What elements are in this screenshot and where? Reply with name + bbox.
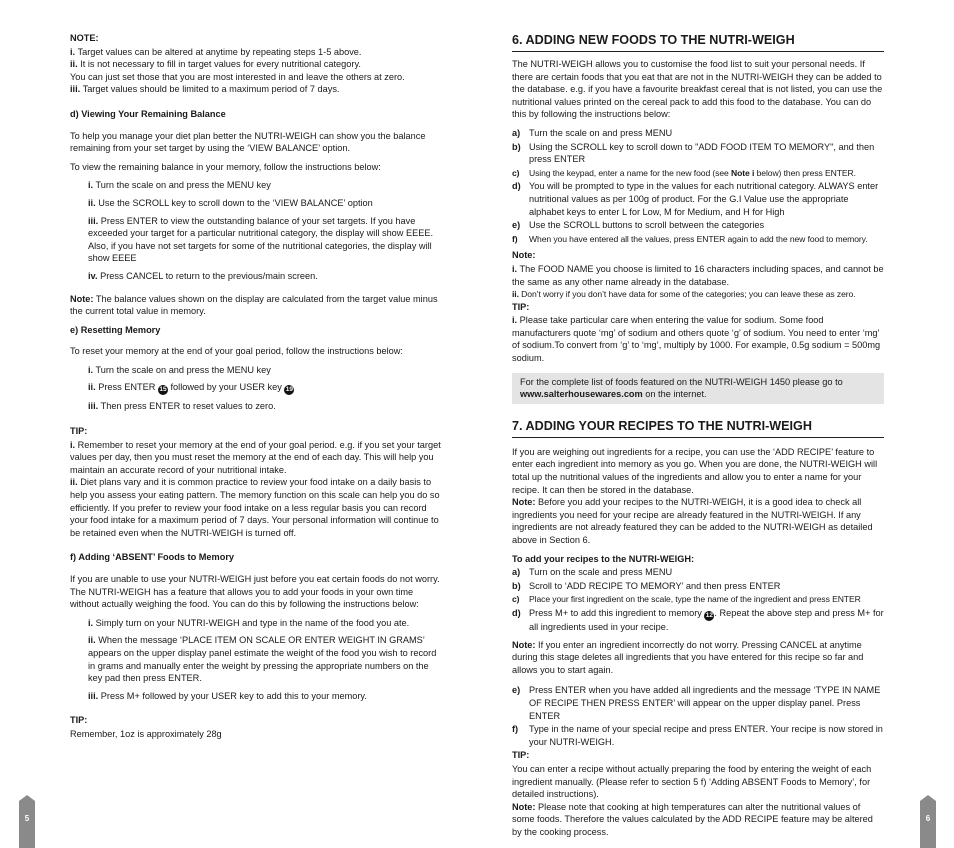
tip-heading: TIP: bbox=[512, 750, 530, 761]
note-paragraph: Note: Before you add your recipes to the NUTRI-WEIGH, it is a good idea to check all ingredients you need for your recipe are already featured in the NUTRI-WEIGH. If any ingredients are not already featured they can be added to the NUTRI-WEIGH as detailed above in Section 6. bbox=[512, 497, 873, 545]
note-heading: NOTE: bbox=[70, 33, 99, 43]
page-number-tab-right bbox=[920, 795, 936, 848]
note-paragraph: Note: If you enter an ingredient incorrectly do not worry. Pressing CANCEL at anytime during this stage deletes all ingredients that you have entered for this recipe so far and allows you to start again. bbox=[512, 639, 864, 675]
paragraph: To view the remaining balance in your memory, follow the instructions below: bbox=[70, 161, 381, 172]
key-15-icon: 15 bbox=[159, 386, 167, 394]
page-number-tab-left bbox=[19, 795, 35, 848]
list-item: b) Scroll to ‘ADD RECIPE TO MEMORY’ and then press ENTER bbox=[512, 580, 781, 591]
list-item: f) Type in the name of your special recipe and press ENTER. Your recipe is now stored in your NUTRI-WEIGH. bbox=[512, 724, 883, 747]
list-item: e) Use the SCROLL buttons to scroll between the categories bbox=[512, 220, 765, 231]
paragraph: To help you manage your diet plan better the NUTRI-WEIGH can show you the balance remaining from your set target by using the ‘VIEW BALANCE’ option. bbox=[70, 130, 426, 154]
step-item: ii. Use the SCROLL key to scroll down to the ‘VIEW BALANCE’ option bbox=[88, 197, 373, 208]
website-info-box bbox=[512, 373, 884, 404]
box-text-link-line: www.salterhousewares.com on the internet. bbox=[520, 389, 707, 400]
note-item: iii. Target values should be limited to a maximum period of 7 days. bbox=[70, 84, 340, 95]
tip-heading: TIP: bbox=[512, 301, 530, 312]
left-page bbox=[70, 32, 442, 741]
list-item: d) Press M+ to add this ingredient to memory 12. Repeat the above step and press M+ for all ingredients used in your recipe. bbox=[512, 607, 884, 632]
right-page bbox=[512, 32, 884, 838]
paragraph: If you are unable to use your NUTRI-WEIGH just before you eat certain foods do not worry. The NUTRI-WEIGH has a feature that allows you to add your foods in your own time without actually weighing the food. You can do this by following the instructions below: bbox=[70, 574, 440, 610]
note-paragraph: Note: Please note that cooking at high temperatures can alter the nutritional values of some foods. Therefore the values calculated by the ADD RECIPE feature may be altered by the cooking process. bbox=[512, 801, 873, 837]
note-item: ii. Don’t worry if you don’t have data for some of the categories; you can leave these as zero. bbox=[512, 289, 856, 300]
box-text: For the complete list of foods featured on the NUTRI-WEIGH 1450 please go to bbox=[520, 376, 843, 387]
step-item: i. Turn the scale on and press the MENU key bbox=[88, 180, 271, 191]
subheading: To add your recipes to the NUTRI-WEIGH: bbox=[512, 553, 695, 564]
paragraph: The NUTRI-WEIGH allows you to customise the food list to suit your personal needs. If there are certain foods that you eat that are not in the NUTRI-WEIGH they can be added to the database. e.g. if you have a favourite breakfast cereal that is not listed, you can use the nutritional values printed on the cereal pack to add this food to the database. You can do this by following the instructions below: bbox=[512, 59, 883, 120]
tip-heading: TIP: bbox=[70, 426, 88, 437]
tip-heading: TIP: bbox=[70, 715, 88, 726]
page-number: 6 bbox=[925, 814, 931, 823]
section-f-heading: f) Adding ‘ABSENT’ Foods to Memory bbox=[70, 552, 235, 563]
tip-item: i. Please take particular care when entering the value for sodium. Some food manufacturers quote ‘mg’ of sodium and others quote ‘g’ of sodium. You need to enter ‘mg’ of sodium.To convert from ‘g’ to ‘mg’, multiply by 1000. For example, 0.5g sodium = 500mg sodium. bbox=[512, 315, 881, 364]
section-7-title: 7. ADDING YOUR RECIPES TO THE NUTRI-WEIGH bbox=[512, 418, 884, 438]
tip-item: i. Remember to reset your memory at the end of your goal period. e.g. if you set your target values per day, then you must reset the memory at the end of each day. This will help you maintain an accurate record of your nutritional intake. bbox=[70, 439, 441, 475]
list-item: d) You will be prompted to type in the values for each nutritional category. ALWAYS enter nutritional values as per 100g of product. For the G.I Value use the appropriate alphabet keys to enter L for Low, M for Medium, and H for High bbox=[512, 181, 879, 217]
section-e-heading: e) Resetting Memory bbox=[70, 324, 161, 335]
list-item: f) When you have entered all the values, press ENTER again to add the new food to memory. bbox=[512, 233, 868, 244]
step-item: ii. Press ENTER 15 followed by your USER key 19 bbox=[88, 382, 293, 394]
note-heading: Note: bbox=[512, 250, 536, 261]
section-d-heading: d) Viewing Your Remaining Balance bbox=[70, 108, 226, 119]
paragraph: If you are weighing out ingredients for a recipe, you can use the ‘ADD RECIPE’ feature to enter each ingredient into memory as you go. When you are done, the NUTRI-WEIGH will total up the nutritional values of the ingredients and allow you to enter a name for your recipe. It can then be stored in the database. bbox=[512, 446, 878, 495]
website-link[interactable]: www.salterhousewares.com bbox=[520, 389, 643, 400]
note-item: ii. It is not necessary to fill in target values for every nutritional category. bbox=[70, 59, 361, 70]
step-item: iv. Press CANCEL to return to the previous/main screen. bbox=[88, 270, 318, 281]
key-12-icon: 12 bbox=[705, 611, 714, 619]
list-item: b) Using the SCROLL key to scroll down to "ADD FOOD ITEM TO MEMORY", and then press ENTER bbox=[512, 141, 875, 165]
note-item-cont: You can just set those that you are most interested in and leave the others at zero. bbox=[70, 71, 405, 82]
paragraph: To reset your memory at the end of your goal period, follow the instructions below: bbox=[70, 346, 403, 357]
step-item: iii. Then press ENTER to reset values to zero. bbox=[88, 401, 276, 412]
step-item: ii. When the message ‘PLACE ITEM ON SCALE OR ENTER WEIGHT IN GRAMS’ appears on the upper display panel estimate the weight of the food you wish to record in grams and manually enter the weight by pressing the appropriate numbers on the key pad then press ENTER. bbox=[88, 635, 437, 684]
list-item: e) Press ENTER when you have added all ingredients and the message ‘TYPE IN NAME OF RECIPE THEN PRESS ENTER’ will appear on the upper display panel. Press ENTER bbox=[512, 685, 881, 721]
list-item: c) Place your first ingredient on the scale, type the name of the ingredient and press ENTER bbox=[512, 594, 861, 605]
step-item: iii. Press ENTER to view the outstanding balance of your set targets. If you have exceeded your target for a particular nutritional category, the display will show EEEE. Also, if you have not set targets for some of the nutritional categories, the display will show EEEE bbox=[88, 215, 434, 264]
list-item: a) Turn on the scale and press MENU bbox=[512, 567, 673, 578]
note-item: i. Target values can be altered at anytime by repeating steps 1-5 above. bbox=[70, 46, 362, 57]
step-item: i. Simply turn on your NUTRI-WEIGH and type in the name of the food you ate. bbox=[88, 617, 410, 628]
list-item: a) Turn the scale on and press MENU bbox=[512, 127, 673, 138]
list-item: c) Using the keypad, enter a name for the new food (see Note i below) then press ENTER. bbox=[512, 167, 856, 178]
section-6-title: 6. ADDING NEW FOODS TO THE NUTRI-WEIGH bbox=[512, 32, 884, 52]
step-item: iii. Press M+ followed by your USER key to add this to your memory. bbox=[88, 690, 367, 701]
tip-item: ii. Diet plans vary and it is common practice to review your food intake on a daily basis to help you assess your eating pattern. The memory function on this scale can help you do so efficiently. If you prefer to review your food intake on a less regular basis you can record your food intake for a maximum period of 7 days. Your personal information will continue to be retained even when the NUTRI-WEIGH is turned off. bbox=[70, 477, 440, 538]
page-number: 5 bbox=[24, 814, 30, 823]
note-item: i. The FOOD NAME you choose is limited to 16 characters including spaces, and cannot be the same as any other name already in the database. bbox=[512, 263, 884, 287]
key-19-icon: 19 bbox=[285, 386, 293, 394]
note-paragraph: Note: The balance values shown on the display are calculated from the target value minus the current total value in memory. bbox=[70, 293, 438, 317]
tip-text: You can enter a recipe without actually preparing the food by entering the weight of each ingredient manually. (Please refer to section 5 f) ‘Adding ABSENT Foods to Memory’, for detailed instructions). bbox=[512, 763, 872, 800]
step-item: i. Turn the scale on and press the MENU key bbox=[88, 364, 271, 375]
tip-text: Remember, 1oz is approximately 28g bbox=[70, 728, 222, 739]
